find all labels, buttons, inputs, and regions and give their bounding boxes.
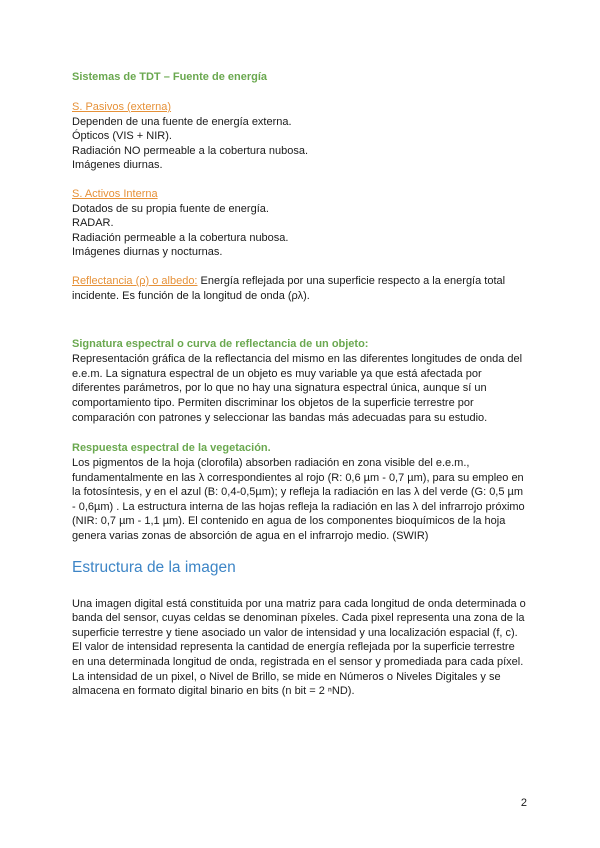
pasivos-title: S. Pasivos (externa) xyxy=(72,101,172,113)
signatura-text: Representación gráfica de la reflectancia del mismo en las diferentes longitudes de onda del e.e.m. La signatura espectral de un objeto es muy variable ya que está afectada por diferentes parámetros, por lo que no hay una signatura espectral única, aunque sí un comportamiento tipo. Permiten discriminar los objetos de la superficie terrestre por comparación con patrones y seleccionar las bandas más adecuadas para su estudio. xyxy=(72,353,523,424)
respuesta-heading: Respuesta espectral de la vegetación. xyxy=(72,442,271,455)
estructura-paragraph-2: La intensidad de un pixel, o Nivel de Brillo, se mide en Números o Niveles Digitales y se almacena en formato digital binario en bits (n bit = 2 ⁿND). xyxy=(72,670,501,698)
signatura-heading: Signatura espectral o curva de reflectancia de un objeto: xyxy=(72,338,369,351)
reflectancia-paragraph xyxy=(72,274,528,303)
pasivos-line: Dependen de una fuente de energía externa. xyxy=(72,115,292,128)
pasivos-line: Radiación NO permeable a la cobertura nubosa. xyxy=(72,144,309,157)
pasivos-line: Imágenes diurnas. xyxy=(72,159,163,172)
activos-line: Radiación permeable a la cobertura nubosa. xyxy=(72,231,289,244)
activos-line: Dotados de su propia fuente de energía. xyxy=(72,202,269,215)
activos-block xyxy=(72,187,528,260)
respuesta-text: Los pigmentos de la hoja (clorofila) absorben radiación en zona visible del e.e.m., fundamentalmente en las λ correspondientes al rojo (R: 0,6 µm - 0,7 µm), para su empleo en la fotosíntesis, y en el azul (B: 0,4-0,5µm); y refleja la radiación en las λ del verde (G: 0,5 µm - 0,6µm) . La estructura interna de las hojas refleja la radiación en las λ del infrarrojo próximo (NIR: 0,7 µm - 1,1 µm). El contenido en agua de los componentes bioquímicos de la hoja genera varias zonas de absorción de agua en el infrarrojo medio. (SWIR) xyxy=(72,457,525,543)
estructura-title: Estructura de la imagen xyxy=(72,558,236,576)
reflectancia-term: Reflectancia (ρ) o albedo: xyxy=(72,274,198,287)
page-number: 2 xyxy=(520,797,527,809)
pasivos-line: Ópticos (VIS + NIR). xyxy=(72,130,172,143)
activos-line: RADAR. xyxy=(72,217,114,230)
estructura-paragraph-1: Una imagen digital está constituida por una matriz para cada longitud de onda determinada o banda del sensor, cuyas celdas se denominan píxeles. Cada pixel representa una zona de la superficie terrestre y tiene asociado un valor de intensidad y una localización espacial (f, c). El valor de intensidad representa la cantidad de energía reflejada por la superficie terrestre en una determinada longitud de onda, registrada en el sensor y promediada para cada píxel. xyxy=(72,597,526,669)
pasivos-block xyxy=(72,100,528,173)
document-page xyxy=(72,70,528,699)
activos-line: Imágenes diurnas y nocturnas. xyxy=(72,246,223,259)
sistemas-heading: Sistemas de TDT – Fuente de energía xyxy=(72,71,268,83)
activos-title: S. Activos Interna xyxy=(72,187,158,200)
reflectancia-text: Energía reflejada por una superficie respecto a la energía total incidente. Es función de la longitud de onda (ρλ). xyxy=(72,274,506,302)
